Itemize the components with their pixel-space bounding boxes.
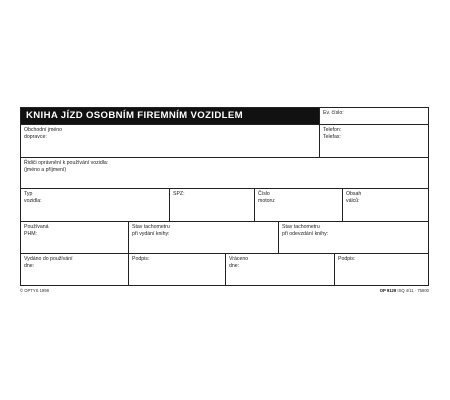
returned-date-label-2: dne: xyxy=(229,262,240,269)
engine-number-label-1: Číslo xyxy=(258,191,270,197)
displacement-field[interactable] xyxy=(342,188,428,221)
returned-date-field[interactable] xyxy=(225,253,334,285)
spz-label: SPZ: xyxy=(173,191,185,197)
issued-date-label-1: Vydáno do používání xyxy=(24,256,73,262)
ev-cislo-label: Ev. číslo: xyxy=(323,110,344,116)
fax-label: Telefax: xyxy=(323,133,341,140)
ev-cislo-field[interactable] xyxy=(319,108,428,124)
phone-fax-field[interactable] xyxy=(319,124,428,157)
odometer-issue-field[interactable] xyxy=(128,221,278,253)
vehicle-type-label-1: Typ xyxy=(24,191,33,197)
carrier-name-field[interactable] xyxy=(21,124,319,157)
phone-label: Telefon: xyxy=(323,127,342,133)
issued-date-label-2: dne: xyxy=(24,262,35,269)
displacement-label-1: Obsah xyxy=(346,191,362,197)
form-title: KNIHA JÍZD OSOBNÍM FIREMNÍM VOZIDLEM xyxy=(21,108,319,124)
fuel-type-label-2: PHM: xyxy=(24,230,37,237)
carrier-name-label-2: dopravce: xyxy=(24,133,47,140)
catalog-code: ISQ 4/11 · 75600 xyxy=(397,288,429,293)
carrier-name-label-1: Obchodní jméno xyxy=(24,127,63,133)
displacement-label-2: válců: xyxy=(346,197,360,204)
spz-field[interactable] xyxy=(169,188,254,221)
odometer-return-label-2: při odevzdání knihy: xyxy=(282,230,329,237)
drivers-field[interactable] xyxy=(21,157,428,188)
odometer-issue-label-1: Stav tachometru xyxy=(132,224,170,230)
engine-number-field[interactable] xyxy=(254,188,342,221)
fuel-type-field[interactable] xyxy=(21,221,128,253)
odometer-return-field[interactable] xyxy=(278,221,428,253)
vehicle-type-field[interactable] xyxy=(21,188,169,221)
issued-signature-field[interactable] xyxy=(128,253,225,285)
returned-signature-field[interactable] xyxy=(334,253,428,285)
odometer-issue-label-2: při vydání knihy: xyxy=(132,230,170,237)
copyright-text: © OPTYS 1998 xyxy=(20,288,49,293)
fuel-type-label-1: Používaná xyxy=(24,224,49,230)
issued-date-field[interactable] xyxy=(21,253,128,285)
form-code xyxy=(380,288,429,293)
issued-signature-label: Podpis: xyxy=(132,256,150,262)
logbook-form xyxy=(20,107,429,286)
drivers-label-1: Řidiči oprávnění k používání vozidla: xyxy=(24,160,109,166)
returned-date-label-1: Vráceno xyxy=(229,256,249,262)
vehicle-type-label-2: vozidla: xyxy=(24,197,42,204)
returned-signature-label: Podpis: xyxy=(338,256,356,262)
odometer-return-label-1: Stav tachometru xyxy=(282,224,320,230)
drivers-label-2: (jméno a příjmení) xyxy=(24,166,67,173)
engine-number-label-2: motoru: xyxy=(258,197,276,204)
brand-code: OP 9129 xyxy=(379,288,397,293)
